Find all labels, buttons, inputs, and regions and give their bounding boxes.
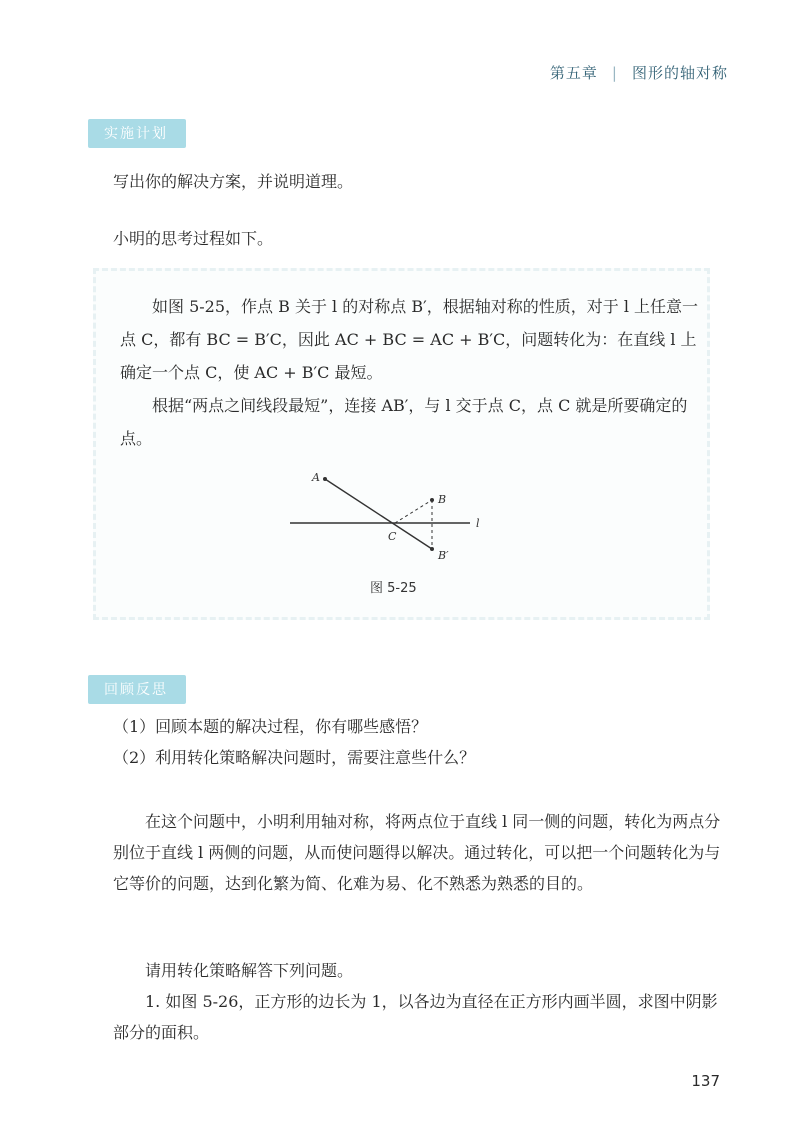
label-a: A — [312, 471, 320, 484]
figure-5-25 — [280, 465, 500, 570]
label-b: B — [438, 493, 447, 506]
section-tag-reflect: 回顾反思 — [88, 675, 186, 704]
running-header — [550, 62, 728, 83]
point-b-prime — [430, 547, 434, 551]
plan-instruction: 写出你的解决方案，并说明道理。 — [113, 172, 354, 191]
page-number: 137 — [691, 1072, 720, 1090]
reasoning-text — [120, 290, 700, 455]
plan-intro: 小明的思考过程如下。 — [113, 229, 274, 248]
chapter-title: 图形的轴对称 — [631, 64, 728, 82]
label-l: l — [476, 517, 480, 530]
segment-cb — [395, 500, 432, 523]
section-tag-plan: 实施计划 — [88, 119, 186, 148]
summary-block — [113, 806, 723, 899]
reflect-question-1: （1）回顾本题的解决过程，你有哪些感悟？ — [113, 717, 428, 736]
exercise-1: 1. 如图 5-26，正方形的边长为 1，以各边为直径在正方形内画半圆，求图中阴影部分的面积。 — [113, 992, 718, 1042]
summary-paragraph: 在这个问题中，小明利用轴对称，将两点位于直线 l 同一侧的问题，转化为两点分别位于直线 l 两侧的问题，从而使问题得以解决。通过转化，可以把一个问题转化为与它等价的问题，达到化繁为简、化难为易、化不熟悉为熟悉的目的。 — [113, 812, 721, 893]
label-b-prime: B′ — [438, 549, 449, 562]
exercise-intro: 请用转化策略解答下列问题。 — [145, 961, 354, 980]
segment-ab-prime — [325, 479, 432, 549]
chapter-label: 第五章 — [549, 64, 598, 82]
reflect-question-2: （2）利用转化策略解决问题时，需要注意些什么？ — [113, 748, 476, 767]
label-c: C — [388, 530, 397, 543]
reasoning-paragraph-2: 根据“两点之间线段最短”，连接 AB′，与 l 交于点 C，点 C 就是所要确定的点。 — [120, 396, 688, 448]
figure-caption: 图 5-25 — [370, 581, 417, 596]
reasoning-paragraph-1: 如图 5-25，作点 B 关于 l 的对称点 B′，根据轴对称的性质，对于 l 上任意一点 C，都有 BC = B′C，因此 AC + BC = AC + B′C，问题转化为：在直线 l 上确定一个点 C，使 AC + B′C 最短。 — [120, 297, 699, 382]
header-separator: | — [611, 64, 618, 82]
point-a — [323, 477, 327, 481]
point-b — [430, 498, 434, 502]
exercise-block — [113, 955, 723, 1048]
